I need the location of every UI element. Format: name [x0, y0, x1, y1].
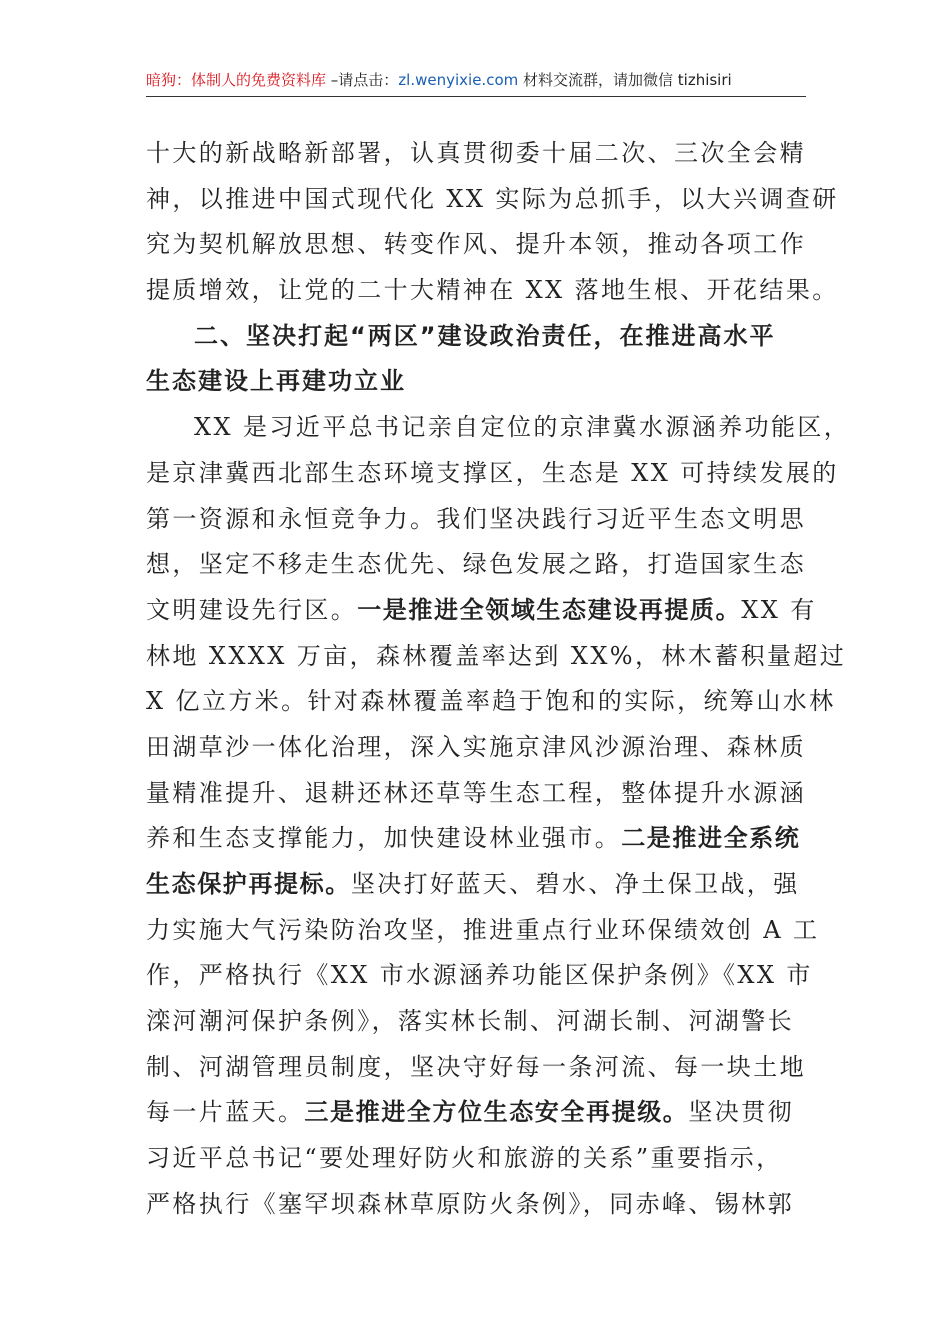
document-body [146, 131, 851, 1228]
bold-point-2-cont: 生态保护再提标。 [146, 870, 351, 898]
body-line: 作，严格执行《XX 市水源涵养功能区保护条例》《XX 市 [146, 961, 813, 990]
body-line: 量精准提升、退耕还林还草等生态工程，整体提升水源涵 [146, 778, 806, 807]
header-click-prompt: –请点击： [326, 71, 399, 89]
section-heading: 二、坚决打起“两区”建设政治责任，在推进高水平 [194, 321, 776, 350]
bold-point-2: 二是推进全系统 [621, 824, 801, 853]
body-line: 林地 XXXX 万亩，森林覆盖率达到 XX%，林木蓄积量超过 [146, 641, 847, 670]
section-heading-cont: 生态建设上再建功立业 [146, 367, 406, 396]
body-line: 严格执行《塞罕坝森林草原防火条例》，同赤峰、锡林郭 [146, 1189, 794, 1218]
body-line: X 亿立方米。针对森林覆盖率趋于饱和的实际，统筹山水林 [146, 687, 836, 716]
body-line: 神，以推进中国式现代化 XX 实际为总抓手，以大兴调查研 [146, 184, 839, 213]
text-run: 每一片蓝天。 [146, 1098, 305, 1127]
header-wechat-note: 材料交流群，请加微信 tizhisiri [518, 71, 732, 89]
text-run: 坚决贯彻 [688, 1098, 795, 1127]
body-line [146, 1090, 806, 1136]
text-run: XX 有 [741, 595, 817, 624]
body-line [146, 862, 806, 908]
body-line: 第一资源和永恒竞争力。我们坚决践行习近平生态文明思 [146, 504, 806, 533]
body-line [146, 816, 806, 862]
text-run: 养和生态支撑能力，加快建设林业强市。 [146, 824, 622, 853]
text-run: 坚决打好蓝天、碧水、净土保卫战，强 [350, 870, 800, 898]
bold-point-1: 一是推进全领域生态建设再提质。 [357, 595, 742, 624]
body-line: XX 是习近平总书记亲自定位的京津冀水源涵养功能区， [194, 413, 851, 442]
header-link[interactable]: zl.wenyixie.com [398, 71, 519, 89]
body-line: 提质增效，让党的二十大精神在 XX 落地生根、开花结果。 [146, 276, 839, 305]
body-line: 想，坚定不移走生态优先、绿色发展之路，打造国家生态 [146, 550, 806, 579]
body-line: 田湖草沙一体化治理，深入实施京津风沙源治理、森林质 [146, 732, 806, 761]
body-line: 力实施大气污染防治攻坚，推进重点行业环保绩效创 A 工 [146, 915, 820, 944]
body-line: 习近平总书记“要处理好防火和旅游的关系”重要指示， [146, 1144, 783, 1173]
body-line: 是京津冀西北部生态环境支撑区，生态是 XX 可持续发展的 [146, 458, 839, 487]
text-run: 文明建设先行区。 [146, 595, 358, 624]
header-brand: 暗狗：体制人的免费资料库 [146, 71, 327, 89]
body-line: 滦河潮河保护条例》，落实林长制、河湖长制、河湖警长 [146, 1007, 794, 1036]
body-line: 制、河湖管理员制度，坚决守好每一条河流、每一块土地 [146, 1052, 806, 1081]
body-line: 十大的新战略新部署，认真贯彻委十届二次、三次全会精 [146, 139, 806, 167]
body-line [146, 588, 817, 634]
body-line: 究为契机解放思想、转变作风、提升本领，推动各项工作 [146, 230, 806, 259]
page-header [146, 70, 806, 97]
bold-point-3: 三是推进全方位生态安全再提级。 [304, 1098, 689, 1127]
